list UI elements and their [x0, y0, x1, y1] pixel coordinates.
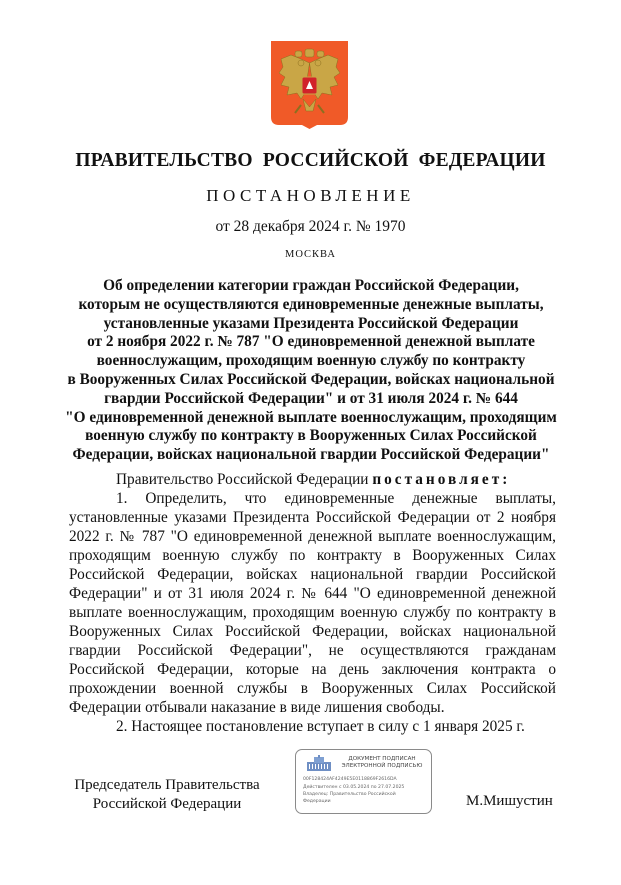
document-city: МОСКВА	[285, 249, 336, 260]
stamp-owner: Владелец: Правительство Российской	[303, 792, 396, 797]
government-title: ПРАВИТЕЛЬСТВО РОССИЙСКОЙ ФЕДЕРАЦИИ	[75, 150, 546, 171]
item-2: 2. Настоящее постановление вступает в силу с 1 января 2025 г.	[116, 718, 525, 735]
stamp-title-line: ДОКУМЕНТ ПОДПИСАН	[348, 756, 416, 762]
document-type: ПОСТАНОВЛЕНИЕ	[206, 186, 415, 205]
subject-line: установленные указами Президента Российской Федерации	[103, 314, 519, 332]
document-date-number: от 28 декабря 2024 г. № 1970	[215, 218, 406, 235]
stamp-owner: Федерации	[303, 799, 331, 804]
subject-line: от 2 ноября 2022 г. № 787 "О единовременной денежной выплате	[87, 333, 535, 351]
subject-line: "О единовременной денежной выплате военнослужащим, проходящим	[65, 408, 557, 426]
subject-line: военнослужащим, проходящим военную службу по контракту	[96, 352, 526, 370]
document-subject	[60, 277, 562, 465]
electronic-signature-stamp	[295, 749, 432, 814]
signer-title-line: Председатель Правительства	[74, 777, 260, 793]
resolves-word: постановляет:	[372, 471, 511, 488]
subject-line: которым не осуществляются единовременные денежные выплаты,	[78, 295, 544, 313]
subject-line: Об определении категории граждан Российской Федерации,	[103, 277, 519, 294]
document-body	[69, 470, 556, 736]
signer-title-line: Российской Федерации	[92, 796, 242, 812]
subject-line: гвардии Российской Федерации" и от 31 июля 2024 г. № 644	[104, 389, 518, 407]
stamp-title-line: ЭЛЕКТРОННОЙ ПОДПИСЬЮ	[341, 763, 423, 769]
stamp-title	[336, 756, 428, 770]
stamp-validity: Действителен с 03.05.2024 по 27.07.2025	[303, 785, 405, 790]
preamble-text: Правительство Российской Федерации	[116, 471, 369, 488]
signer-name: М.Мишустин	[466, 793, 553, 809]
preamble	[69, 470, 556, 489]
signer-title	[62, 776, 272, 814]
item-1: 1. Определить, что единовременные денежные выплаты, установленные указами Президента Российской Федерации от 2 ноября 2022 г. № 787 "О единовременной денежной выплате военнослужащим, проходящим военную службу по контракту в Вооруженных Силах Российской Федерации, войсках национальной гвардии Российской Федерации" и от 31 июля 2024 г. № 644 "О единовременной денежной выплате военнослужащим, проходящим военную службу по контракту в Вооруженных Силах Российской Федерации, войсках национальной гвардии Российской Федерации", не осуществляются гражданам Российской Федерации, которые на день заключения контракта о прохождении военной службы в Вооруженных Силах Российской Федерации отбывали наказание в виде лишения свободы.	[69, 490, 556, 716]
stamp-certificate: 00F128424AF4249E5E0118869F2616DA	[303, 777, 397, 782]
russian-coat-of-arms-icon	[271, 41, 348, 129]
subject-line: военную службу по контракту в Вооруженных Силах Российской	[85, 427, 537, 445]
government-building-icon	[306, 755, 332, 771]
subject-line: Федерации, войсках национальной гвардии Российской Федерации"	[72, 446, 550, 464]
subject-line: в Вооруженных Силах Российской Федерации, войсках национальной	[67, 370, 555, 388]
